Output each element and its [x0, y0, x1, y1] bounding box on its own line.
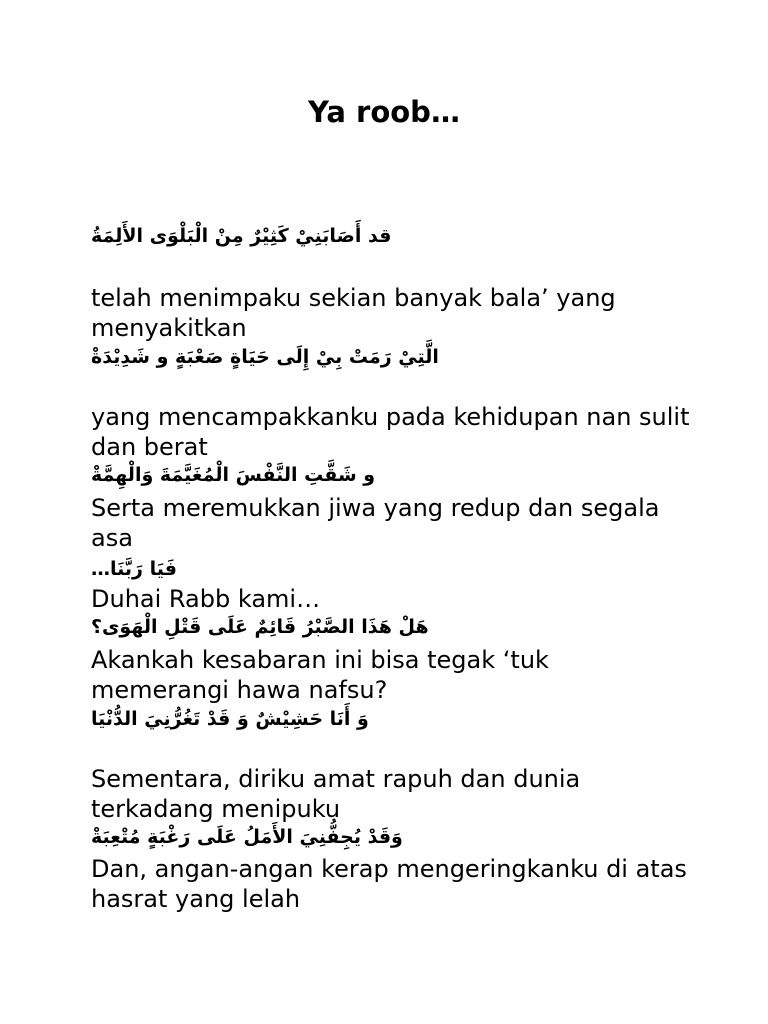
indonesian-translation: telah menimpaku sekian banyak bala’ yang menyakitkan [91, 284, 616, 342]
arabic-line [91, 343, 711, 371]
arabic-text: وَقَدْ يُجِفُّنِيَ الأَمَلُ عَلَى رَغْبَةٍ مُتْعِبَةْ [91, 826, 403, 848]
arabic-line [91, 705, 711, 733]
indonesian-translation: yang mencampakkanku pada kehidupan nan sulit dan berat [91, 403, 690, 461]
indonesian-translation: Sementara, diriku amat rapuh dan dunia terkadang menipuku [91, 765, 581, 823]
arabic-text: هَلْ هَذَا الصَّبْرُ قَائِمٌ عَلَى قَتْلِ الْهَوَى؟ [91, 616, 429, 638]
arabic-line [91, 222, 711, 250]
arabic-text: فَيَا رَبَّنَا… [91, 558, 177, 580]
arabic-text: وَ أَنَا حَشِيْشٌ وَ قَدْ تَغُرُّنِيَ الدُّنْيَا [91, 708, 369, 730]
arabic-text: الَّتِيْ رَمَتْ بِيْ إِلَى حَيَاةٍ صَعْبَةٍ و شَدِيْدَةْ [91, 346, 439, 368]
arabic-line [91, 461, 711, 489]
arabic-line [91, 555, 711, 583]
arabic-text: و شَقَّتِ النَّفْسَ الْمُغَيَّمَةَ وَالْهِمَّةْ [91, 464, 376, 486]
indonesian-translation: Akankah kesabaran ini bisa tegak ‘tuk memerangi hawa nafsu? [91, 646, 549, 704]
indonesian-translation: Serta meremukkan jiwa yang redup dan segala asa [91, 494, 660, 552]
page-title: Ya roob… [308, 95, 460, 129]
indonesian-translation: Dan, angan-angan kerap mengeringkanku di atas hasrat yang lelah [91, 855, 687, 913]
arabic-line [91, 823, 711, 851]
arabic-text: قد أَصَابَنِيْ كَثِيْرٌ مِنْ الْبَلْوَى الأَلِمَةُ [91, 225, 392, 247]
indonesian-translation: Duhai Rabb kami… [91, 585, 321, 613]
arabic-line [91, 613, 711, 641]
